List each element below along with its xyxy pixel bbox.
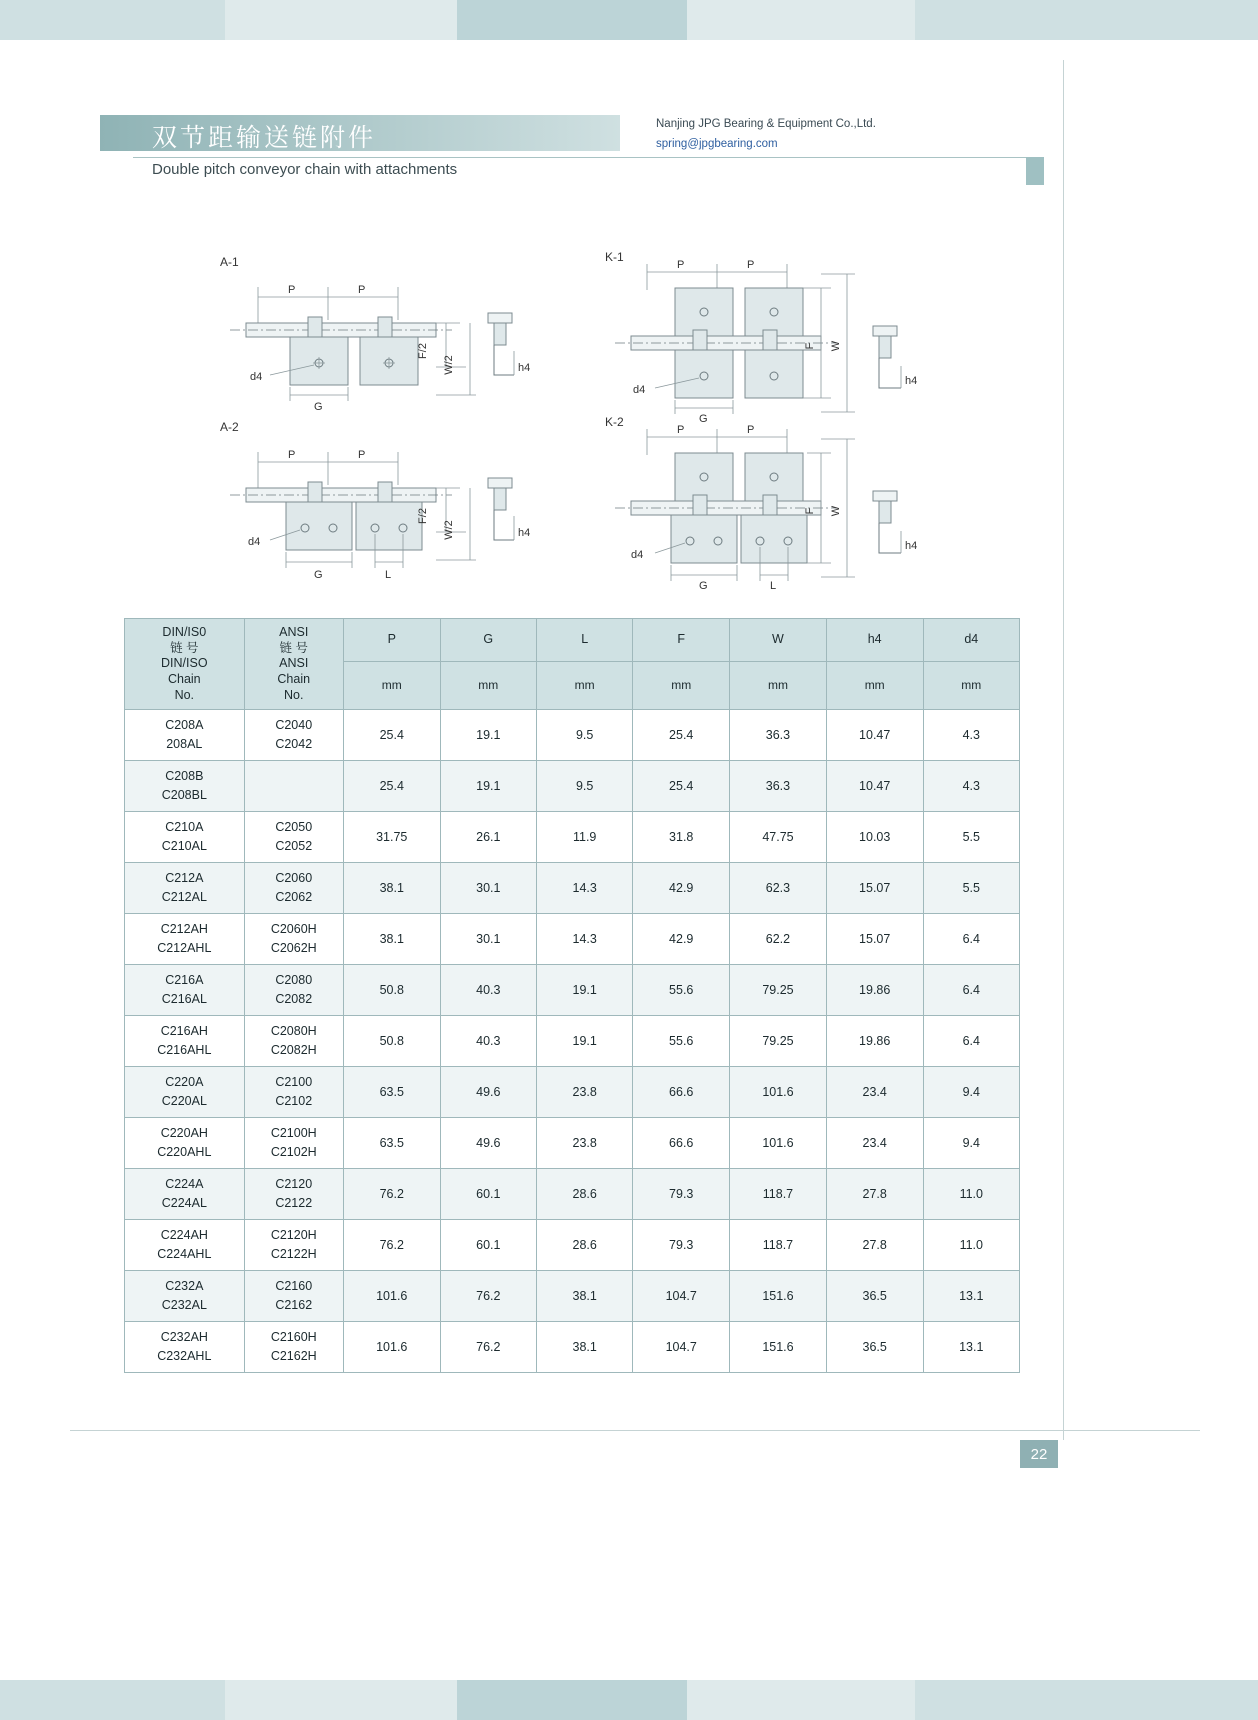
header-accent-block (1026, 157, 1044, 185)
cell-f: 79.3 (633, 1220, 730, 1271)
cell-g: 49.6 (440, 1118, 536, 1169)
cell-l: 19.1 (536, 965, 632, 1016)
cell-l: 14.3 (536, 914, 632, 965)
table-row (125, 1169, 1020, 1220)
cell-f: 31.8 (633, 812, 730, 863)
diagram-label-k1: K-1 (605, 250, 624, 264)
ansi-no-upper: C2060H (270, 921, 317, 936)
cell-g: 40.3 (440, 1016, 536, 1067)
ansi-no-lower: C2122 (275, 1196, 313, 1211)
cell-p: 50.8 (343, 965, 440, 1016)
band-segment (915, 0, 1258, 40)
cell-f: 104.7 (633, 1271, 730, 1322)
diagram-k2-drawing (615, 415, 955, 590)
cell-w: 47.75 (730, 812, 827, 863)
svg-text:G: G (699, 413, 708, 425)
svg-text:P: P (288, 284, 296, 296)
cell-l: 9.5 (536, 761, 632, 812)
din-no-upper: C224AH (160, 1227, 208, 1242)
cell-f: 42.9 (633, 914, 730, 965)
svg-text:d4: d4 (633, 384, 646, 396)
svg-text:h4: h4 (518, 527, 531, 539)
diagram-a1-drawing (230, 265, 550, 435)
cell-f: 25.4 (633, 761, 730, 812)
svg-text:P: P (677, 259, 685, 271)
cell-d4: 6.4 (923, 1016, 1019, 1067)
cell-g: 76.2 (440, 1271, 536, 1322)
ansi-no-upper: C2080H (270, 1023, 317, 1038)
unit-w: mm (730, 661, 827, 709)
cell-h4: 15.07 (826, 914, 923, 965)
cell-p: 25.4 (343, 761, 440, 812)
cell-din-chain-no (125, 710, 245, 761)
ansi-no-upper: C2080 (275, 972, 313, 987)
cell-w: 62.2 (730, 914, 827, 965)
band-segment (915, 1680, 1258, 1720)
cell-ansi-chain-no (244, 1169, 343, 1220)
din-no-upper: C220A (165, 1074, 204, 1089)
page-frame-horizontal-rule (70, 1430, 1200, 1431)
cell-g: 30.1 (440, 914, 536, 965)
cell-g: 30.1 (440, 863, 536, 914)
band-segment (225, 0, 457, 40)
cell-h4: 23.4 (826, 1118, 923, 1169)
band-segment (687, 0, 915, 40)
ansi-no-lower: C2162H (270, 1349, 317, 1364)
cell-f: 42.9 (633, 863, 730, 914)
cell-d4: 4.3 (923, 761, 1019, 812)
svg-text:P: P (288, 449, 296, 461)
diagram-a2-drawing (230, 430, 550, 600)
svg-text:W: W (830, 505, 842, 517)
din-no-upper: C210A (165, 819, 204, 834)
din-no-upper: C220AH (160, 1125, 208, 1140)
table-row (125, 1220, 1020, 1271)
cell-din-chain-no (125, 863, 245, 914)
unit-d4: mm (923, 661, 1019, 709)
svg-text:G: G (314, 569, 323, 581)
table-row (125, 1067, 1020, 1118)
page-title-english: Double pitch conveyor chain with attachments (152, 161, 458, 178)
cell-l: 23.8 (536, 1067, 632, 1118)
cell-l: 28.6 (536, 1169, 632, 1220)
cell-p: 101.6 (343, 1271, 440, 1322)
ansi-no-lower: C2102 (275, 1094, 313, 1109)
unit-p: mm (343, 661, 440, 709)
cell-d4: 9.4 (923, 1118, 1019, 1169)
ansi-line-2: 链 号 (279, 640, 308, 655)
table-row (125, 1016, 1020, 1067)
din-no-lower: C210AL (161, 839, 207, 854)
svg-text:F: F (804, 507, 816, 515)
ansi-no-lower: C2042 (275, 737, 313, 752)
cell-h4: 10.03 (826, 812, 923, 863)
din-line-1: DIN/IS0 (162, 625, 207, 639)
cell-d4: 4.3 (923, 710, 1019, 761)
cell-ansi-chain-no (244, 914, 343, 965)
ansi-line-3: ANSI (279, 656, 309, 671)
cell-w: 79.25 (730, 1016, 827, 1067)
cell-l: 38.1 (536, 1271, 632, 1322)
bottom-decor-band (0, 1680, 1258, 1720)
svg-text:L: L (385, 569, 392, 581)
column-header-l: L (536, 619, 632, 662)
cell-h4: 23.4 (826, 1067, 923, 1118)
cell-f: 104.7 (633, 1322, 730, 1373)
cell-din-chain-no (125, 965, 245, 1016)
din-no-lower: C212AL (161, 890, 207, 905)
column-header-g: G (440, 619, 536, 662)
din-line-3: DIN/ISO (161, 656, 208, 671)
page-title-chinese: 双节距输送链附件 (152, 123, 377, 152)
unit-g: mm (440, 661, 536, 709)
cell-p: 38.1 (343, 863, 440, 914)
svg-text:h4: h4 (905, 540, 918, 552)
column-header-h4: h4 (826, 619, 923, 662)
svg-text:P: P (747, 424, 755, 436)
cell-g: 60.1 (440, 1220, 536, 1271)
ansi-no-lower: C2052 (275, 839, 313, 854)
cell-g: 19.1 (440, 761, 536, 812)
cell-din-chain-no (125, 1067, 245, 1118)
cell-w: 118.7 (730, 1169, 827, 1220)
svg-text:P: P (677, 424, 685, 436)
table-row (125, 761, 1020, 812)
svg-text:F/2: F/2 (417, 508, 429, 524)
din-no-lower: C232AL (161, 1298, 207, 1313)
din-no-upper: C212AH (160, 921, 208, 936)
cell-ansi-chain-no (244, 1220, 343, 1271)
ansi-no-upper: C2100 (275, 1074, 313, 1089)
cell-w: 79.25 (730, 965, 827, 1016)
ansi-line-4: Chain (277, 671, 311, 686)
cell-d4: 5.5 (923, 863, 1019, 914)
din-no-lower: C212AHL (157, 941, 212, 956)
cell-h4: 10.47 (826, 710, 923, 761)
ansi-no-upper: C2060 (275, 870, 313, 885)
svg-text:F/2: F/2 (417, 343, 429, 359)
cell-w: 101.6 (730, 1067, 827, 1118)
cell-ansi-chain-no (244, 812, 343, 863)
cell-w: 36.3 (730, 761, 827, 812)
cell-ansi-chain-no (244, 863, 343, 914)
cell-din-chain-no (125, 761, 245, 812)
svg-text:P: P (358, 284, 366, 296)
table-row (125, 863, 1020, 914)
svg-text:d4: d4 (250, 371, 263, 383)
svg-text:d4: d4 (248, 536, 261, 548)
cell-f: 66.6 (633, 1067, 730, 1118)
technical-diagrams (190, 235, 980, 592)
cell-d4: 11.0 (923, 1169, 1019, 1220)
diagram-label-a2: A-2 (220, 420, 239, 434)
din-no-lower: C216AHL (157, 1043, 212, 1058)
cell-h4: 27.8 (826, 1169, 923, 1220)
din-no-upper: C208B (165, 768, 204, 783)
cell-din-chain-no (125, 1169, 245, 1220)
ansi-no-lower: C2062H (270, 941, 317, 956)
din-line-2: 链 号 (170, 640, 199, 655)
cell-p: 63.5 (343, 1067, 440, 1118)
unit-l: mm (536, 661, 632, 709)
cell-l: 9.5 (536, 710, 632, 761)
cell-ansi-chain-no (244, 965, 343, 1016)
din-no-lower: C216AL (161, 992, 207, 1007)
svg-text:h4: h4 (518, 362, 531, 374)
cell-l: 11.9 (536, 812, 632, 863)
table-header-row (125, 619, 1020, 662)
cell-f: 25.4 (633, 710, 730, 761)
table-body (125, 710, 1020, 1373)
din-no-lower: C224AL (161, 1196, 207, 1211)
table-row (125, 710, 1020, 761)
cell-p: 50.8 (343, 1016, 440, 1067)
svg-text:G: G (699, 580, 708, 592)
page-number: 22 (1020, 1440, 1058, 1468)
cell-g: 40.3 (440, 965, 536, 1016)
cell-f: 79.3 (633, 1169, 730, 1220)
cell-p: 63.5 (343, 1118, 440, 1169)
cell-ansi-chain-no (244, 1067, 343, 1118)
din-no-upper: C208A (165, 717, 204, 732)
diagram-k1-drawing (615, 250, 955, 425)
cell-w: 151.6 (730, 1322, 827, 1373)
cell-w: 151.6 (730, 1271, 827, 1322)
page-frame-vertical-rule (1063, 60, 1064, 1440)
cell-w: 62.3 (730, 863, 827, 914)
din-no-lower: C220AHL (157, 1145, 212, 1160)
cell-l: 38.1 (536, 1322, 632, 1373)
cell-p: 31.75 (343, 812, 440, 863)
table-row (125, 1322, 1020, 1373)
cell-din-chain-no (125, 1118, 245, 1169)
ansi-no-upper: C2100H (270, 1125, 317, 1140)
cell-l: 19.1 (536, 1016, 632, 1067)
din-no-lower: C220AL (161, 1094, 207, 1109)
ansi-no-upper: C2120 (275, 1176, 313, 1191)
column-header-d4: d4 (923, 619, 1019, 662)
cell-w: 36.3 (730, 710, 827, 761)
cell-h4: 10.47 (826, 761, 923, 812)
ansi-no-lower: C2082 (275, 992, 313, 1007)
cell-d4: 6.4 (923, 914, 1019, 965)
ansi-no-lower: C2082H (270, 1043, 317, 1058)
svg-text:h4: h4 (905, 375, 918, 387)
cell-d4: 13.1 (923, 1271, 1019, 1322)
cell-din-chain-no (125, 1016, 245, 1067)
svg-text:F: F (804, 342, 816, 350)
ansi-no-lower: C2062 (275, 890, 313, 905)
svg-text:W: W (830, 340, 842, 352)
ansi-line-5: No. (284, 687, 304, 702)
cell-l: 23.8 (536, 1118, 632, 1169)
din-line-4: Chain (167, 671, 201, 686)
table-row (125, 965, 1020, 1016)
cell-h4: 36.5 (826, 1322, 923, 1373)
band-segment (457, 1680, 687, 1720)
ansi-no-upper: C2120H (270, 1227, 317, 1242)
cell-din-chain-no (125, 1322, 245, 1373)
cell-d4: 13.1 (923, 1322, 1019, 1373)
table-row (125, 914, 1020, 965)
ansi-no-upper: C2040 (275, 717, 313, 732)
din-no-lower: 208AL (166, 737, 203, 752)
cell-ansi-chain-no (244, 761, 343, 812)
cell-g: 19.1 (440, 710, 536, 761)
diagram-label-a1: A-1 (220, 255, 239, 269)
cell-g: 60.1 (440, 1169, 536, 1220)
cell-g: 76.2 (440, 1322, 536, 1373)
svg-text:W/2: W/2 (443, 520, 455, 540)
band-segment (225, 1680, 457, 1720)
cell-h4: 36.5 (826, 1271, 923, 1322)
band-segment (0, 1680, 225, 1720)
band-segment (687, 1680, 915, 1720)
cell-d4: 5.5 (923, 812, 1019, 863)
cell-l: 28.6 (536, 1220, 632, 1271)
cell-d4: 11.0 (923, 1220, 1019, 1271)
cell-h4: 15.07 (826, 863, 923, 914)
ansi-no-lower: C2162 (275, 1298, 313, 1313)
cell-f: 55.6 (633, 965, 730, 1016)
table-row (125, 1118, 1020, 1169)
unit-h4: mm (826, 661, 923, 709)
cell-l: 14.3 (536, 863, 632, 914)
diagram-label-k2: K-2 (605, 415, 624, 429)
cell-p: 38.1 (343, 914, 440, 965)
cell-ansi-chain-no (244, 1118, 343, 1169)
table-row (125, 812, 1020, 863)
cell-ansi-chain-no (244, 710, 343, 761)
cell-f: 66.6 (633, 1118, 730, 1169)
column-header-f: F (633, 619, 730, 662)
cell-p: 76.2 (343, 1220, 440, 1271)
top-decor-band (0, 0, 1258, 40)
column-header-din-chain (125, 619, 245, 710)
company-name: Nanjing JPG Bearing & Equipment Co.,Ltd. (656, 118, 876, 130)
din-no-upper: C216A (165, 972, 204, 987)
column-header-ansi-chain (244, 619, 343, 710)
ansi-no-lower: C2102H (270, 1145, 317, 1160)
cell-d4: 6.4 (923, 965, 1019, 1016)
cell-g: 26.1 (440, 812, 536, 863)
table-row (125, 1271, 1020, 1322)
svg-text:P: P (747, 259, 755, 271)
band-segment (457, 0, 687, 40)
cell-f: 55.6 (633, 1016, 730, 1067)
din-line-5: No. (174, 687, 195, 702)
specification-table (124, 618, 1020, 1373)
cell-ansi-chain-no (244, 1322, 343, 1373)
cell-h4: 27.8 (826, 1220, 923, 1271)
din-no-upper: C232AH (160, 1329, 208, 1344)
svg-text:W/2: W/2 (443, 355, 455, 375)
din-no-upper: C216AH (160, 1023, 208, 1038)
specification-table-wrapper (124, 618, 1020, 1373)
column-header-w: W (730, 619, 827, 662)
din-no-lower: C208BL (161, 788, 207, 803)
cell-ansi-chain-no (244, 1016, 343, 1067)
svg-text:G: G (314, 401, 323, 413)
cell-h4: 19.86 (826, 1016, 923, 1067)
ansi-no-upper: C2160 (275, 1278, 313, 1293)
cell-ansi-chain-no (244, 1271, 343, 1322)
column-header-p: P (343, 619, 440, 662)
ansi-no-upper: C2050 (275, 819, 313, 834)
ansi-no-upper: C2160H (270, 1329, 317, 1344)
cell-h4: 19.86 (826, 965, 923, 1016)
cell-g: 49.6 (440, 1067, 536, 1118)
cell-w: 118.7 (730, 1220, 827, 1271)
din-no-upper: C212A (165, 870, 204, 885)
ansi-line-1: ANSI (279, 625, 309, 639)
cell-din-chain-no (125, 1271, 245, 1322)
unit-f: mm (633, 661, 730, 709)
company-email: spring@jpgbearing.com (656, 138, 778, 150)
din-no-upper: C232A (165, 1278, 204, 1293)
table-head (125, 619, 1020, 710)
cell-din-chain-no (125, 812, 245, 863)
band-segment (0, 0, 225, 40)
din-no-lower: C232AHL (157, 1349, 212, 1364)
din-no-lower: C224AHL (157, 1247, 212, 1262)
din-no-upper: C224A (165, 1176, 204, 1191)
cell-p: 76.2 (343, 1169, 440, 1220)
cell-din-chain-no (125, 1220, 245, 1271)
cell-p: 25.4 (343, 710, 440, 761)
svg-text:L: L (770, 580, 777, 592)
cell-w: 101.6 (730, 1118, 827, 1169)
svg-text:P: P (358, 449, 366, 461)
cell-d4: 9.4 (923, 1067, 1019, 1118)
ansi-no-lower: C2122H (270, 1247, 317, 1262)
cell-p: 101.6 (343, 1322, 440, 1373)
cell-din-chain-no (125, 914, 245, 965)
svg-text:d4: d4 (631, 549, 644, 561)
